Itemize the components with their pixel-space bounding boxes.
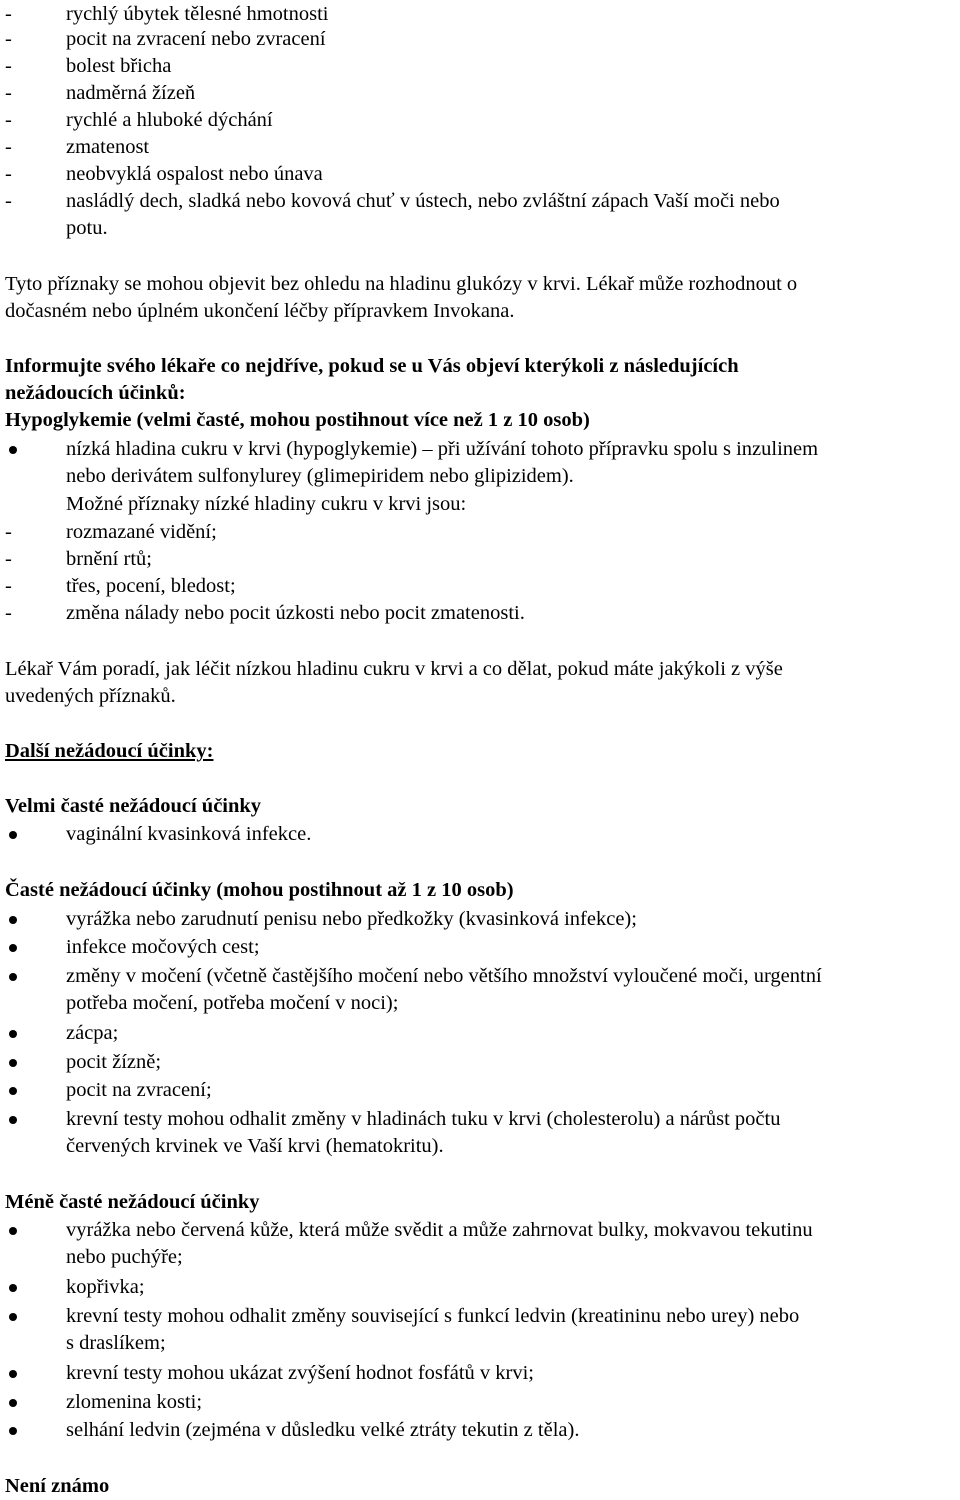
other-side-effects-heading: Další nežádoucí účinky:	[5, 740, 214, 762]
dash-marker: -	[5, 575, 12, 597]
bullet-icon	[9, 1313, 17, 1321]
dash-marker: -	[5, 82, 12, 104]
list-item: kopřivka;	[66, 1276, 145, 1298]
list-item: krevní testy mohou odhalit změny v hladinách tuku v krvi (cholesterolu) a nárůst počtu	[66, 1108, 781, 1130]
heading-line: nežádoucích účinků:	[5, 382, 186, 404]
dash-marker: -	[5, 602, 12, 624]
list-item: rychlý úbytek tělesné hmotnosti	[66, 3, 329, 25]
paragraph-line: Lékař Vám poradí, jak léčit nízkou hladinu cukru v krvi a co dělat, pokud máte jakýkoli z výše	[5, 658, 783, 680]
list-item: krevní testy mohou ukázat zvýšení hodnot fosfátů v krvi;	[66, 1362, 534, 1384]
list-item: vaginální kvasinková infekce.	[66, 823, 312, 845]
list-item: nízká hladina cukru v krvi (hypoglykemie) – při užívání tohoto přípravku spolu s inzulinem	[66, 438, 819, 460]
list-item-continuation: potřeba močení, potřeba močení v noci);	[66, 992, 399, 1014]
uncommon-heading: Méně časté nežádoucí účinky	[5, 1191, 260, 1213]
list-item: změny v močení (včetně častějšího močení nebo většího množství vyloučené moči, urgentní	[66, 965, 822, 987]
dash-marker: -	[5, 28, 12, 50]
hypoglycemia-heading: Hypoglykemie (velmi časté, mohou postihnout více než 1 z 10 osob)	[5, 409, 590, 431]
list-item: krevní testy mohou odhalit změny související s funkcí ledvin (kreatininu nebo urey) nebo	[66, 1305, 800, 1327]
dash-marker: -	[5, 109, 12, 131]
bullet-icon	[9, 916, 17, 924]
bullet-icon	[9, 831, 17, 839]
dash-marker: -	[5, 190, 12, 212]
list-item: selhání ledvin (zejména v důsledku velké ztráty tekutin z těla).	[66, 1419, 580, 1441]
list-item: infekce močových cest;	[66, 936, 260, 958]
list-item: pocit na zvracení nebo zvracení	[66, 28, 326, 50]
list-item-continuation: s draslíkem;	[66, 1332, 166, 1354]
list-item: třes, pocení, bledost;	[66, 575, 236, 597]
bullet-icon	[9, 1227, 17, 1235]
dash-marker: -	[5, 3, 12, 25]
list-item-continuation: nebo puchýře;	[66, 1246, 183, 1268]
dash-marker: -	[5, 55, 12, 77]
bullet-icon	[9, 446, 17, 454]
paragraph-line: dočasném nebo úplném ukončení léčby přípravkem Invokana.	[5, 300, 515, 322]
bullet-icon	[9, 1030, 17, 1038]
dash-marker: -	[5, 521, 12, 543]
paragraph-line: uvedených příznaků.	[5, 685, 176, 707]
list-item-continuation: červených krvinek ve Vaší krvi (hematokritu).	[66, 1135, 444, 1157]
heading-line: Informujte svého lékaře co nejdříve, pokud se u Vás objeví kterýkoli z následujících	[5, 355, 739, 377]
list-item: rychlé a hluboké dýchání	[66, 109, 273, 131]
list-item: zácpa;	[66, 1022, 119, 1044]
list-item: neobvyklá ospalost nebo únava	[66, 163, 323, 185]
bullet-icon	[9, 1059, 17, 1067]
list-item: pocit na zvracení;	[66, 1079, 212, 1101]
bullet-icon	[9, 1370, 17, 1378]
bullet-icon	[9, 1116, 17, 1124]
bullet-icon	[9, 1427, 17, 1435]
list-item: zmatenost	[66, 136, 150, 158]
bullet-icon	[9, 1284, 17, 1292]
list-item-continuation: potu.	[66, 217, 108, 239]
bullet-icon	[9, 944, 17, 952]
bullet-icon	[9, 1399, 17, 1407]
list-item-continuation: nebo derivátem sulfonylurey (glimepiridem nebo glipizidem).	[66, 465, 574, 487]
paragraph-line: Tyto příznaky se mohou objevit bez ohledu na hladinu glukózy v krvi. Lékař může rozhodnout o	[5, 273, 798, 295]
list-item: změna nálady nebo pocit úzkosti nebo pocit zmatenosti.	[66, 602, 525, 624]
bullet-icon	[9, 1087, 17, 1095]
dash-marker: -	[5, 548, 12, 570]
dash-marker: -	[5, 163, 12, 185]
list-item: brnění rtů;	[66, 548, 152, 570]
signs-intro: Možné příznaky nízké hladiny cukru v krvi jsou:	[66, 493, 467, 515]
list-item: nadměrná žízeň	[66, 82, 196, 104]
list-item: zlomenina kosti;	[66, 1391, 203, 1413]
very-common-heading: Velmi časté nežádoucí účinky	[5, 795, 262, 817]
dash-marker: -	[5, 136, 12, 158]
list-item: bolest břicha	[66, 55, 172, 77]
bullet-icon	[9, 973, 17, 981]
common-heading: Časté nežádoucí účinky (mohou postihnout až 1 z 10 osob)	[5, 879, 514, 901]
list-item: vyrážka nebo červená kůže, která může svědit a může zahrnovat bulky, mokvavou tekutinu	[66, 1219, 813, 1241]
list-item: rozmazané vidění;	[66, 521, 217, 543]
list-item: nasládlý dech, sladká nebo kovová chuť v ústech, nebo zvláštní zápach Vaší moči nebo	[66, 190, 780, 212]
list-item: vyrážka nebo zarudnutí penisu nebo předkožky (kvasinková infekce);	[66, 908, 637, 930]
unknown-frequency-heading: Není známo	[5, 1475, 110, 1497]
list-item: pocit žízně;	[66, 1051, 162, 1073]
